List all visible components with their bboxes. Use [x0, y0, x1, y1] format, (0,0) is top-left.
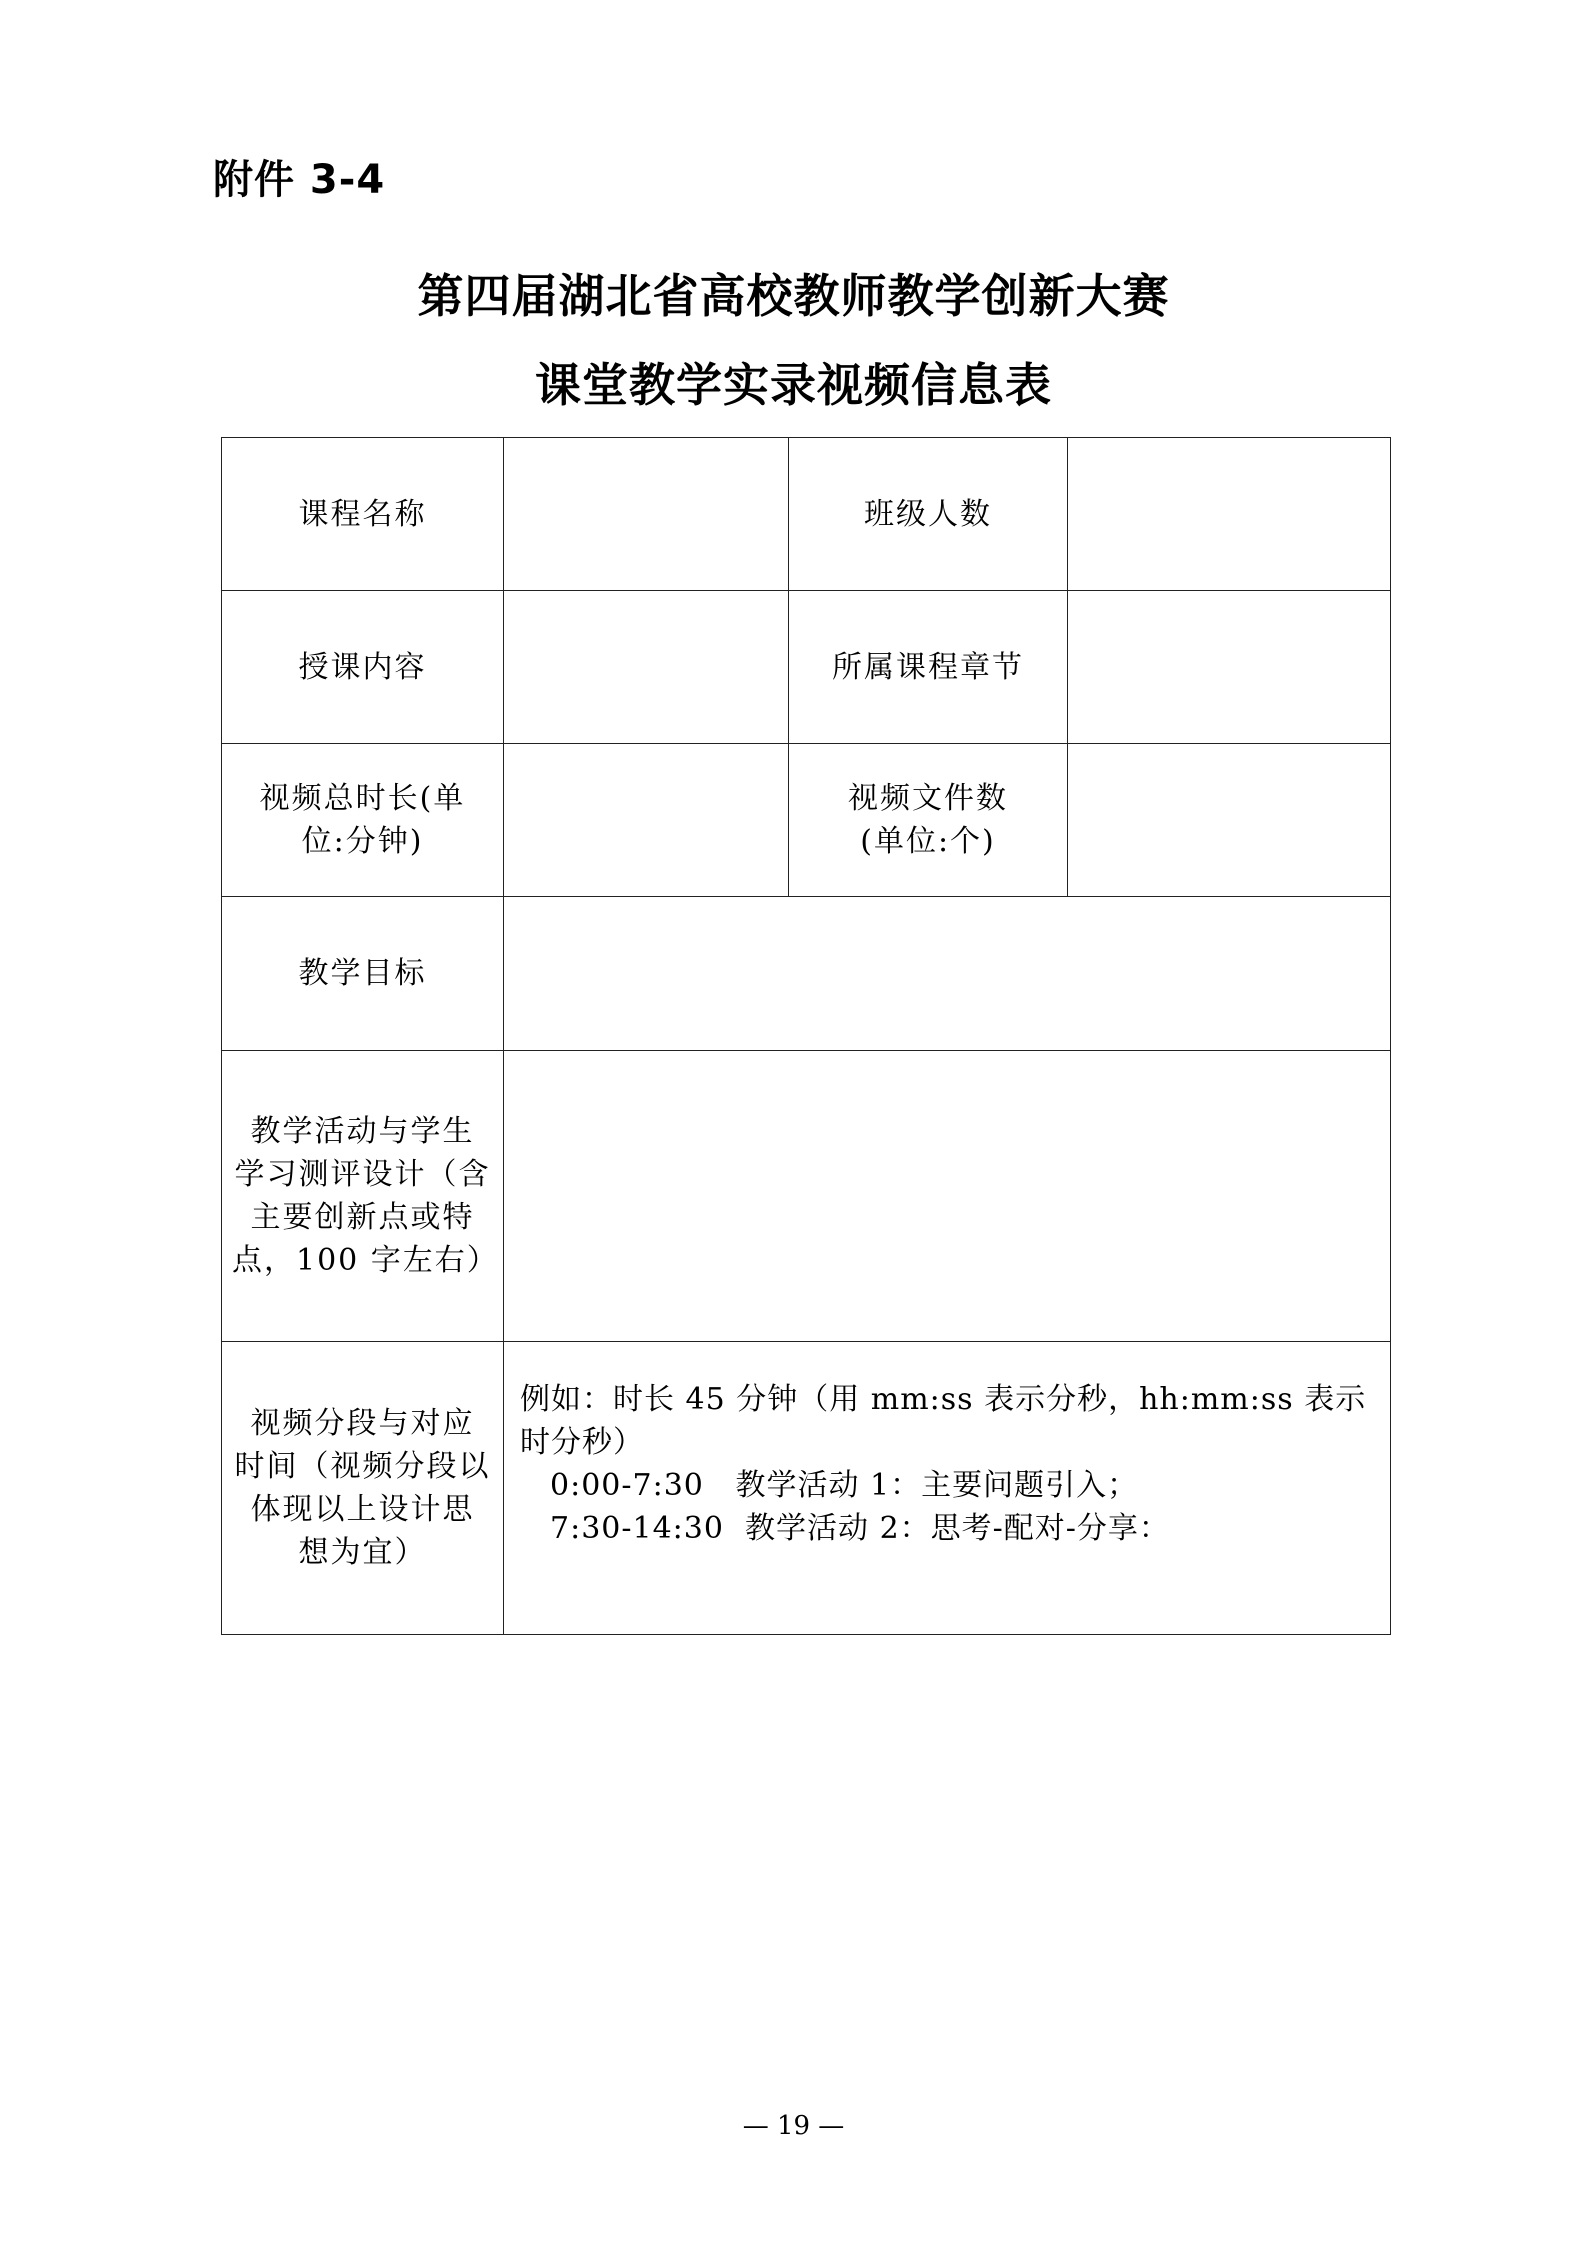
teaching-goal-label: 教学目标	[222, 897, 504, 1051]
teaching-content-field[interactable]	[504, 591, 789, 744]
table-row-segment	[222, 1342, 1391, 1635]
activity-design-label: 教学活动与学生 学习测评设计（含 主要创新点或特 点，100 字左右）	[222, 1051, 504, 1342]
table-row-goal	[222, 897, 1391, 1051]
video-files-label: 视频文件数 (单位:个)	[789, 744, 1068, 897]
activity-design-field[interactable]	[504, 1051, 1391, 1342]
page-number: — 19 —	[742, 2111, 845, 2141]
segment-example-text: 例如：时长 45 分钟（用 mm:ss 表示分秒，hh:mm:ss 表示时分秒）	[520, 1382, 1367, 1460]
table-row-video	[222, 744, 1391, 897]
class-size-field[interactable]	[1068, 438, 1391, 591]
table-row-course	[222, 438, 1391, 591]
video-duration-field[interactable]	[504, 744, 789, 897]
table-row-content	[222, 591, 1391, 744]
teaching-content-label: 授课内容	[222, 591, 504, 744]
video-segment-field[interactable]	[504, 1342, 1391, 1635]
attachment-label: 附件 3-4	[213, 157, 386, 203]
form-title-line1: 第四届湖北省高校教师教学创新大赛	[417, 269, 1170, 323]
table-row-activity	[222, 1051, 1391, 1342]
teaching-goal-field[interactable]	[504, 897, 1391, 1051]
segment-example-item: 7:30-14:30 教学活动 2：思考-配对-分享：	[550, 1511, 1170, 1546]
video-info-table	[221, 437, 1391, 1635]
chapter-field[interactable]	[1068, 591, 1391, 744]
course-name-field[interactable]	[504, 438, 789, 591]
video-segment-label: 视频分段与对应 时间（视频分段以 体现以上设计思 想为宜）	[222, 1342, 504, 1635]
chapter-label: 所属课程章节	[789, 591, 1068, 744]
video-files-field[interactable]	[1068, 744, 1391, 897]
class-size-label: 班级人数	[789, 438, 1068, 591]
form-title-line2: 课堂教学实录视频信息表	[535, 358, 1052, 412]
video-duration-label: 视频总时长(单 位:分钟)	[222, 744, 504, 897]
segment-example-item: 0:00-7:30 教学活动 1：主要问题引入；	[550, 1468, 1139, 1503]
course-name-label: 课程名称	[222, 438, 504, 591]
